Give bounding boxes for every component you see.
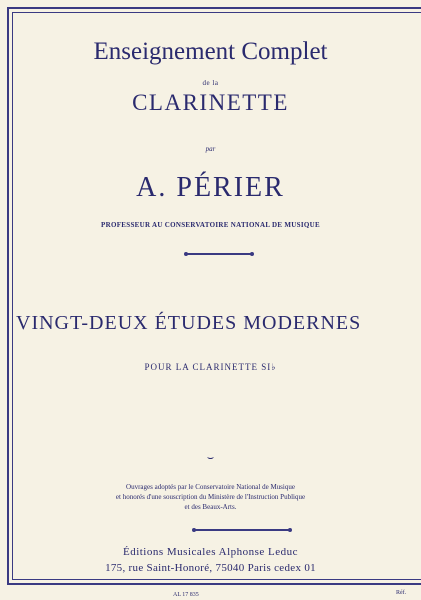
publisher-name: Éditions Musicales Alphonse Leduc bbox=[122, 546, 299, 558]
by-label: par bbox=[205, 145, 216, 153]
reference-mark: Réf. bbox=[396, 590, 407, 596]
author-title: PROFESSEUR AU CONSERVATOIRE NATIONAL DE MUSIQUE bbox=[101, 221, 320, 229]
series-connector: de la bbox=[202, 79, 219, 87]
ornament-rule bbox=[186, 253, 252, 255]
adoption-note-line: et des Beaux-Arts. bbox=[184, 503, 237, 511]
ornament-curl-icon: ⌣ bbox=[206, 452, 215, 464]
work-subtitle: POUR LA CLARINETTE SI♭ bbox=[144, 362, 277, 372]
ornament-rule bbox=[194, 529, 290, 531]
series-title: Enseignement Complet bbox=[93, 38, 328, 65]
adoption-note bbox=[0, 482, 421, 512]
work-title: VINGT-DEUX ÉTUDES MODERNES bbox=[16, 312, 362, 334]
adoption-note-line: Ouvrages adoptés par le Conservatoire National de Musique bbox=[126, 483, 295, 491]
publisher-address: 175, rue Saint-Honoré, 75040 Paris cedex 01 bbox=[105, 562, 316, 574]
plate-number: AL 17 835 bbox=[173, 592, 199, 598]
author-name: A. PÉRIER bbox=[136, 172, 285, 203]
adoption-note-line: et honorés d'une souscription du Ministère de l'Instruction Publique bbox=[115, 493, 306, 501]
instrument-title: CLARINETTE bbox=[132, 90, 289, 115]
